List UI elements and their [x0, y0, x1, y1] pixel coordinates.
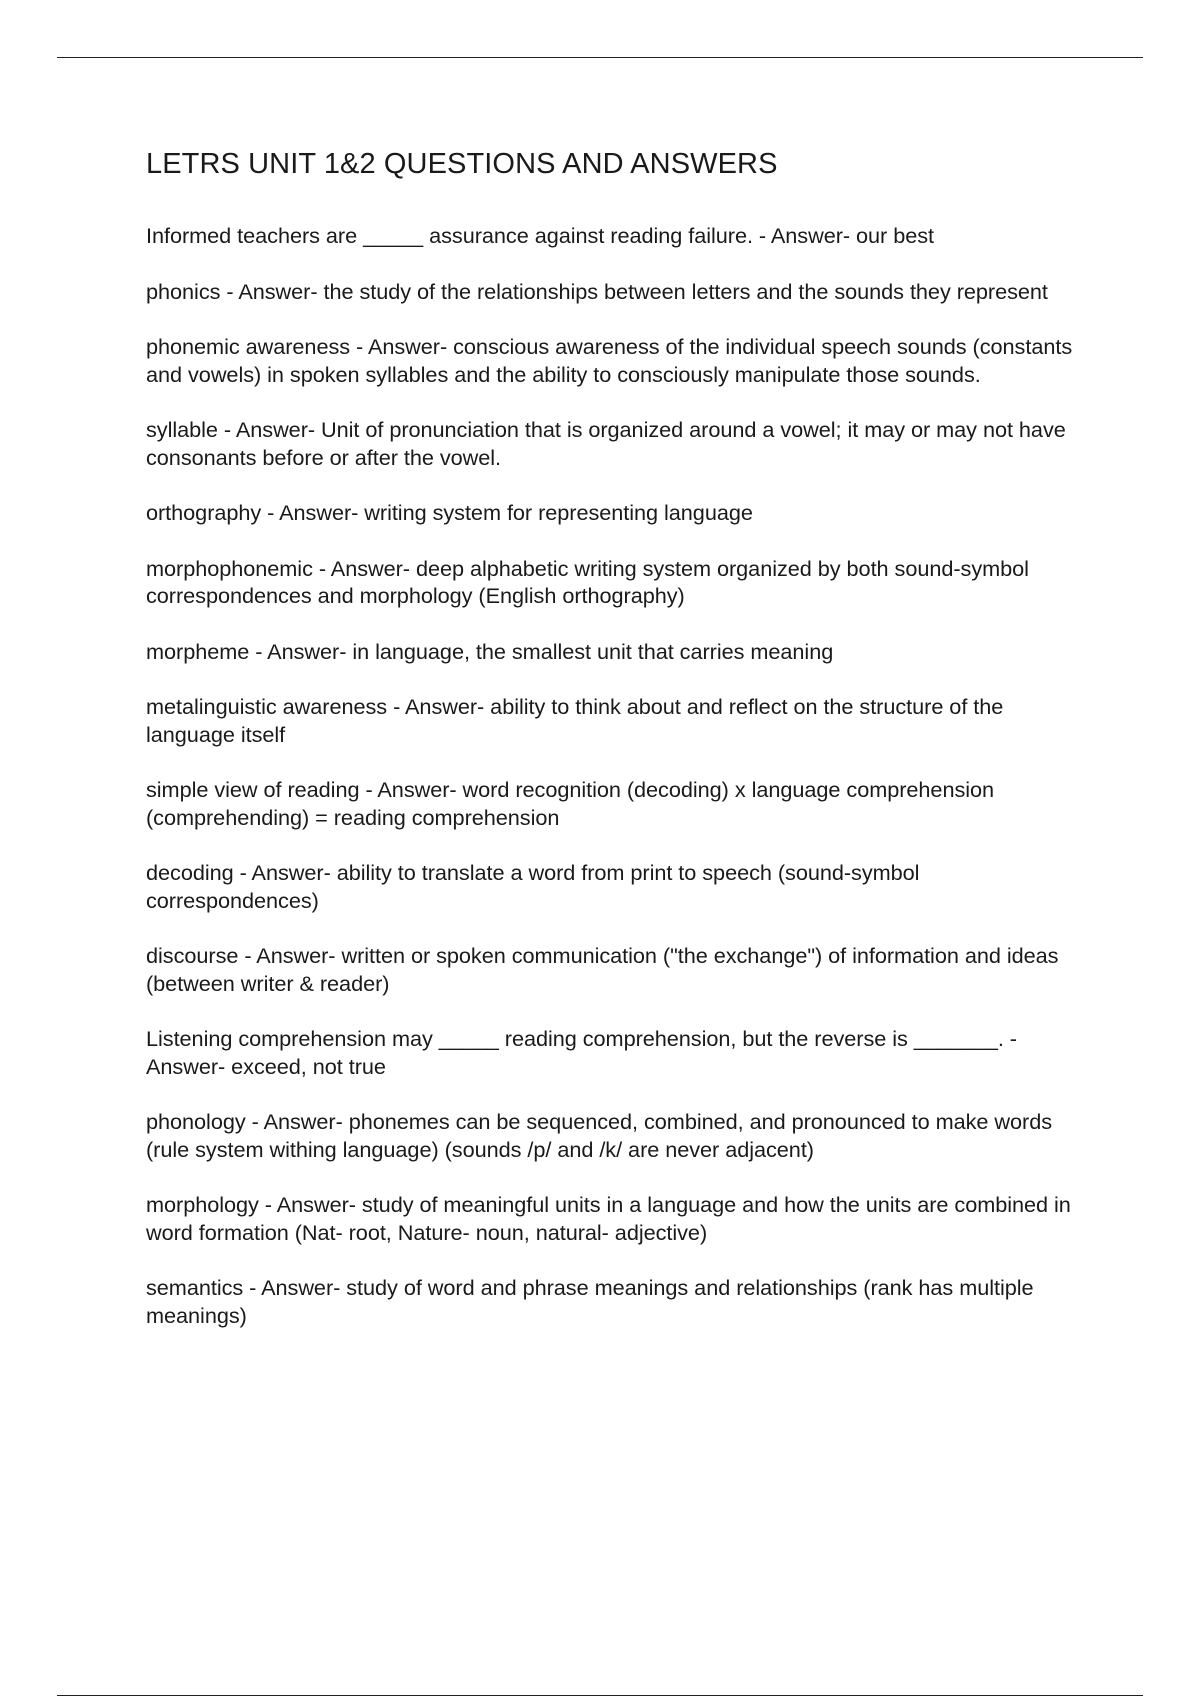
qa-item: discourse - Answer- written or spoken communication ("the exchange") of information and ideas (between writer & reader)	[146, 943, 1059, 996]
qa-item: phonology - Answer- phonemes can be sequenced, combined, and pronounced to make words (rule system withing language) (sounds /p/ and /k/ are never adjacent)	[146, 1109, 1053, 1162]
qa-item: semantics - Answer- study of word and phrase meanings and relationships (rank has multiple meanings)	[146, 1275, 1034, 1328]
qa-item: simple view of reading - Answer- word recognition (decoding) x language comprehension (comprehending) = reading comprehension	[146, 777, 995, 830]
qa-item: Listening comprehension may _____ reading comprehension, but the reverse is _______. - Answer- exceed, not true	[146, 1026, 1017, 1079]
qa-item: Informed teachers are _____ assurance against reading failure. - Answer- our best	[146, 223, 934, 248]
qa-item: syllable - Answer- Unit of pronunciation that is organized around a vowel; it may or may not have consonants before or after the vowel.	[146, 417, 1066, 470]
document-body	[146, 146, 1091, 1357]
bottom-divider	[57, 1695, 1143, 1696]
qa-item: decoding - Answer- ability to translate a word from print to speech (sound-symbol correspondences)	[146, 860, 920, 913]
qa-item: morphophonemic - Answer- deep alphabetic writing system organized by both sound-symbol correspondences and morphology (English orthography)	[146, 555, 1029, 608]
qa-item: morphology - Answer- study of meaningful units in a language and how the units are combined in word formation (Nat- root, Nature- noun, natural- adjective)	[146, 1192, 1071, 1245]
qa-list	[146, 222, 1091, 1329]
document-title: LETRS UNIT 1&2 QUESTIONS AND ANSWERS	[146, 148, 778, 180]
qa-item: morpheme - Answer- in language, the smallest unit that carries meaning	[146, 638, 834, 664]
qa-item: phonics - Answer- the study of the relationships between letters and the sounds they represent	[146, 278, 1048, 304]
qa-item: phonemic awareness - Answer- conscious awareness of the individual speech sounds (constants and vowels) in spoken syllables and the ability to consciously manipulate those sounds.	[146, 334, 1073, 387]
qa-item: metalinguistic awareness - Answer- ability to think about and reflect on the structure of the language itself	[146, 694, 1004, 747]
top-divider	[57, 57, 1143, 58]
qa-item: orthography - Answer- writing system for representing language	[146, 500, 753, 525]
